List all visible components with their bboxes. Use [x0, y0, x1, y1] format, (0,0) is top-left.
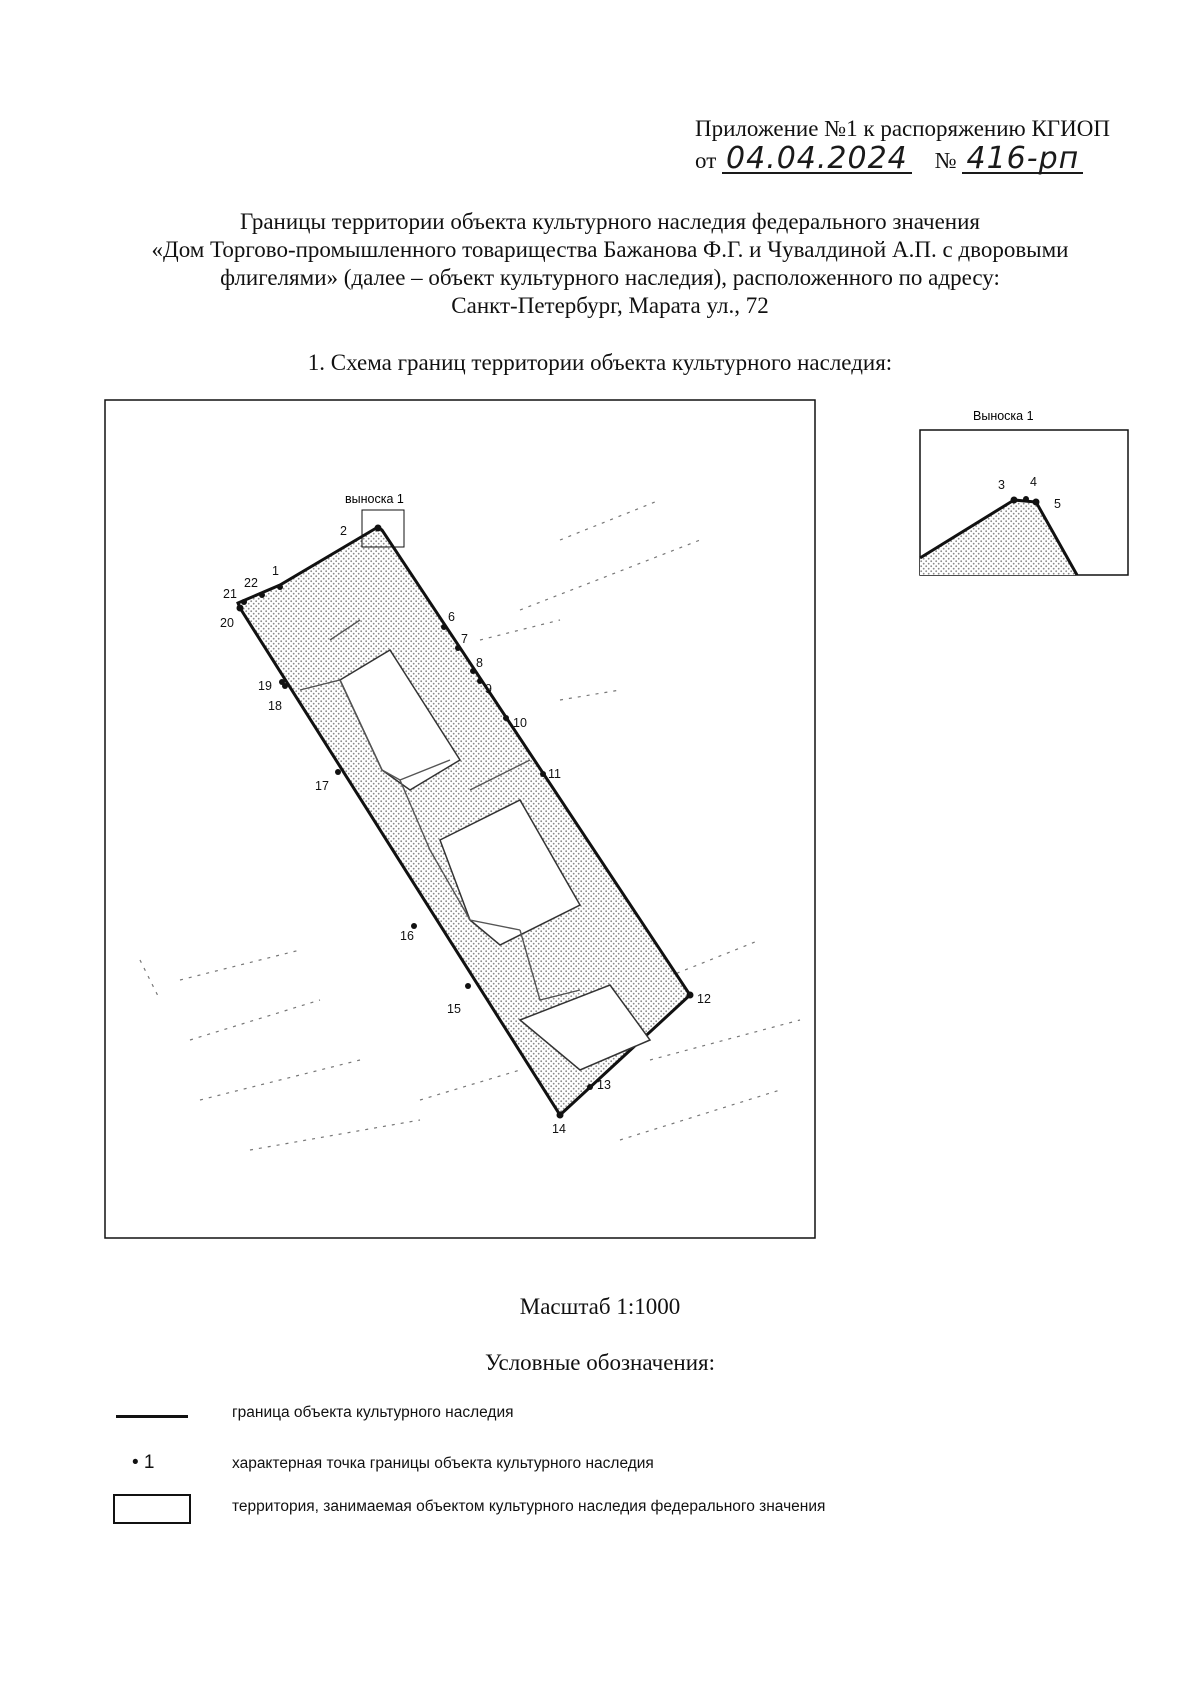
point-10	[503, 715, 509, 721]
date-prefix: от	[695, 148, 717, 173]
order-number: 416-рп	[962, 146, 1083, 174]
legend-point-symbol: • 1	[132, 1452, 155, 1473]
point-label-15: 15	[447, 1002, 461, 1016]
point-19	[279, 679, 285, 685]
inset-point-3	[1011, 497, 1018, 504]
point-20	[237, 605, 244, 612]
map-scale: Масштаб 1:1000	[519, 1294, 681, 1319]
point-label-22: 22	[244, 576, 258, 590]
point-21	[241, 599, 247, 605]
point-label-17: 17	[315, 779, 329, 793]
legend-title: Условные обозначения:	[484, 1350, 716, 1375]
legend-territory-symbol	[113, 1494, 191, 1524]
point-label-9: 9	[485, 682, 492, 696]
point-17	[335, 769, 341, 775]
point-11	[540, 771, 546, 777]
title-line-3: флигелями» (далее – объект культурного наследия), расположенного по адресу:	[220, 265, 1000, 290]
point-label-1: 1	[272, 564, 279, 578]
point-12	[687, 992, 694, 999]
point-9	[477, 678, 483, 684]
section-heading: 1. Схема границ территории объекта культурного наследия:	[307, 350, 893, 375]
inset-point-label-5: 5	[1054, 497, 1061, 511]
title-line-1: Границы территории объекта культурного наследия федерального значения	[240, 209, 980, 234]
annex-reference: Приложение №1 к распоряжению КГИОП	[695, 116, 1110, 141]
inset-point-4	[1023, 496, 1029, 502]
point-15	[465, 983, 471, 989]
point-label-2: 2	[340, 524, 347, 538]
inset-point-label-4: 4	[1030, 475, 1037, 489]
title-line-4: Санкт-Петербург, Марата ул., 72	[451, 293, 769, 318]
point-13	[587, 1084, 593, 1090]
point-label-21: 21	[223, 587, 237, 601]
legend-item-point: характерная точка границы объекта культурного наследия	[232, 1455, 654, 1472]
callout-label: выноска 1	[345, 492, 404, 506]
point-label-7: 7	[461, 632, 468, 646]
point-label-19: 19	[258, 679, 272, 693]
point-6	[441, 624, 447, 630]
point-22	[259, 592, 265, 598]
point-1	[277, 584, 283, 590]
point-label-6: 6	[448, 610, 455, 624]
order-date: 04.04.2024	[722, 146, 912, 174]
inset-point-5	[1033, 499, 1040, 506]
legend-item-territory: территория, занимаемая объектом культурного наследия федерального значения	[232, 1498, 826, 1515]
legend-boundary-line-symbol	[116, 1415, 188, 1418]
point-14	[557, 1112, 564, 1119]
point-label-18: 18	[268, 699, 282, 713]
point-label-8: 8	[476, 656, 483, 670]
point-label-16: 16	[400, 929, 414, 943]
point-2	[375, 525, 382, 532]
number-prefix: №	[934, 148, 957, 173]
point-label-20: 20	[220, 616, 234, 630]
inset-point-label-3: 3	[998, 478, 1005, 492]
point-label-11: 11	[548, 767, 561, 781]
legend-item-boundary: граница объекта культурного наследия	[232, 1404, 514, 1421]
point-label-12: 12	[697, 992, 711, 1006]
point-label-13: 13	[597, 1078, 611, 1092]
point-label-10: 10	[513, 716, 527, 730]
title-line-2: «Дом Торгово-промышленного товарищества Бажанова Ф.Г. и Чувалдиной А.П. с дворовыми	[151, 237, 1069, 262]
point-label-14: 14	[552, 1122, 566, 1136]
inset-title: Выноска 1	[973, 409, 1034, 423]
